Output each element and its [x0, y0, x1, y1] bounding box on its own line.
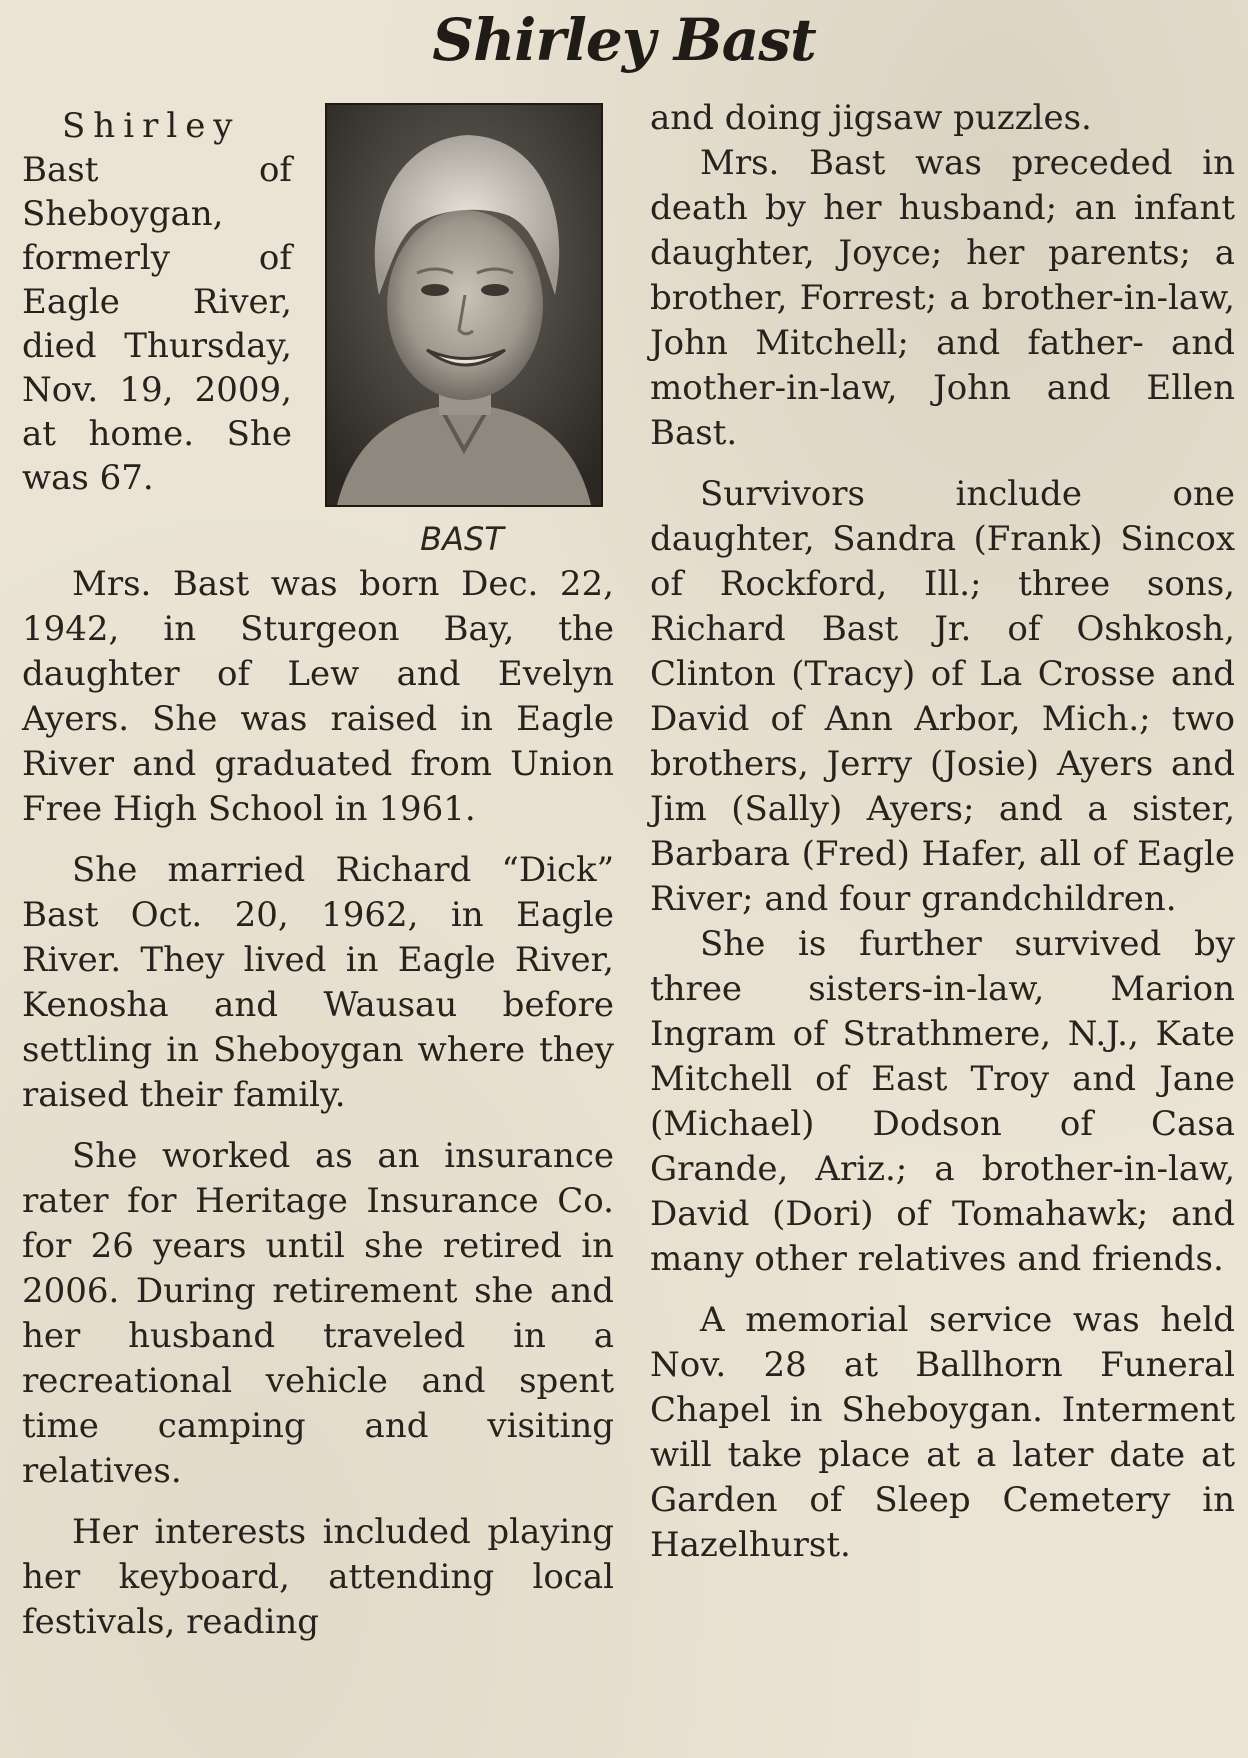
obituary-headline: Shirley Bast [432, 6, 816, 74]
paragraph-interests-continued: and doing jigsaw puzzles. [650, 98, 1092, 138]
paragraph-career: She worked as an insurance rater for Heritage Insurance Co. for 26 years until she retired in 2006. During retirement she and her husband traveled in a recreational vehicle and spent time camping and visiting relatives. [22, 1136, 614, 1491]
paragraph-survivors: Survivors include one daughter, Sandra (Frank) Sincox of Rockford, Ill.; three sons, Richard Bast Jr. of Oshkosh, Clinton (Tracy) of La Crosse and David of Ann Arbor, Mich.; two brothers, Jerry (Josie) Ayers and Jim (Sally) Ayers; and a sister, Barbara (Fred) Hafer, all of Eagle River; and four grandchildren. [650, 474, 1235, 919]
paragraph-preceded: Mrs. Bast was preceded in death by her husband; an infant daughter, Joyce; her parents; a brother, Forrest; a brother-in-law, John Mitchell; and father- and mother-in-law, John and Ellen Bast. [650, 143, 1235, 453]
lead-first-word: Shirley [62, 106, 241, 146]
paragraph-interests: Her interests included playing her keyboard, attending local festivals, reading [22, 1512, 614, 1642]
lead-paragraph [22, 104, 292, 500]
paragraph-birth: Mrs. Bast was born Dec. 22, 1942, in Sturgeon Bay, the daughter of Lew and Evelyn Ayers. She was raised in Eagle River and graduated from Union Free High School in 1961. [22, 564, 614, 829]
photo-caption: BAST [420, 520, 504, 558]
left-column [22, 562, 614, 1645]
lead-text: Bast of Sheboygan, formerly of Eagle River, died Thursday, Nov. 19, 2009, at home. She was 67. [22, 150, 292, 498]
portrait-photo [325, 103, 603, 507]
paragraph-marriage: She married Richard “Dick” Bast Oct. 20, 1962, in Eagle River. They lived in Eagle River, Kenosha and Wausau before settling in Sheboygan where they raised their family. [22, 850, 614, 1115]
paragraph-further-survived: She is further survived by three sisters-in-law, Marion Ingram of Strathmere, N.J., Kate Mitchell of East Troy and Jane (Michael) Dodson of Casa Grande, Ariz.; a brother-in-law, David (Dori) of Tomahawk; and many other relatives and friends. [650, 924, 1235, 1279]
paragraph-memorial: A memorial service was held Nov. 28 at Ballhorn Funeral Chapel in Sheboygan. Interment will take place at a later date at Garden of Sleep Cemetery in Hazelhurst. [650, 1300, 1235, 1565]
right-column [650, 96, 1235, 1568]
